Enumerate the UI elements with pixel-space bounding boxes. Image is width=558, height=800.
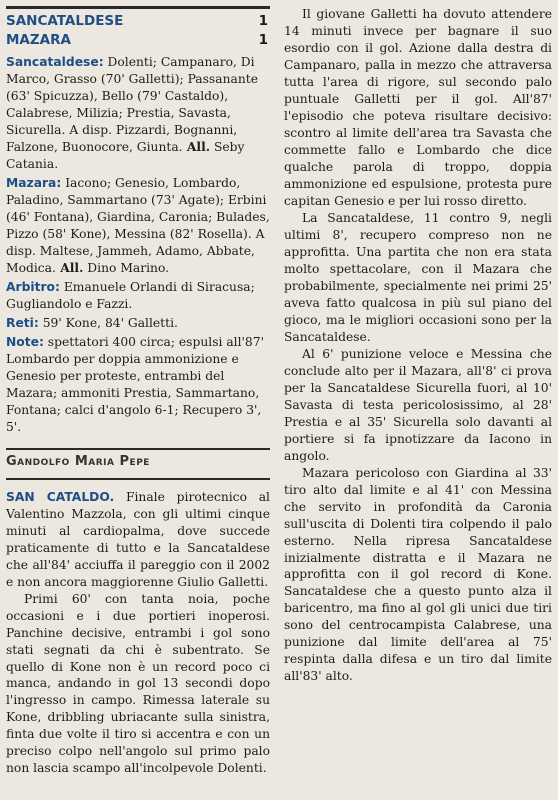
notes-info <box>6 334 270 436</box>
divider <box>6 478 270 480</box>
lineup-text-away: Iacono; Genesio, Lombardo, Paladino, Sammartano (73' Agate); Erbini (46' Fontana), Giardina, Caronia; Bulades, Pizzo (58' Kone), Messina (82' Rosella). A disp. Maltese, Jammeh, Adamo, Abbate, Modica. <box>6 175 270 275</box>
coach-away: Dino Marino. <box>83 260 170 275</box>
article-paragraph-2: Primi 60' con tanta noia, poche occasioni e i due portieri inoperosi. Panchine decisive, entrambi i gol sono stati segnati da chi è subentrato. Se quello di Kone non è un record poco ci manca, andando in gol 13 secondi dopo l'ingresso in campo. Rimessa laterale su Kone, dribbling ubriacante sulla sinistra, finta due volte il tiro si accentra e con un preciso colpo nell'angolo sul primo palo non lascia scampo all'incolpevole Dolenti. <box>6 591 270 776</box>
lineup-mazara <box>6 175 270 277</box>
goals-label: Reti: <box>6 315 39 330</box>
lineup-label-home: Sancataldese: <box>6 55 104 69</box>
article-lead-text: Finale pirotecnico al Valentino Mazzola, con gli ultimi cinque minuti al cardiopalma, dove succede praticamente di tutto e la Sancataldese che all'84' acciuffa il pareggio con il 2002 e non ancora maggiorenne Giulio Galletti. <box>6 489 270 589</box>
article-paragraph-4: La Sancataldese, 11 contro 9, negli ultimi 8', recupero compreso non ne approfitta. Una partita che non era stata molto spettacolare, con il Mazara che probabilmente, specialmente nei primi 25' aveva fatto qualcosa in più sul piano del gioco, ma le migliori occasioni sono per la Sancataldese. <box>284 210 552 344</box>
right-column <box>284 6 552 685</box>
dateline: SAN CATALDO. <box>6 489 115 504</box>
referee-label: Arbitro: <box>6 279 60 294</box>
scoreboard <box>6 6 270 50</box>
team-home: SANCATALDESE <box>6 13 124 29</box>
goals-text: 59' Kone, 84' Galletti. <box>38 315 178 330</box>
goals-info <box>6 315 270 332</box>
byline: Gandolfo Maria Pepe <box>6 448 270 469</box>
notes-label: Note: <box>6 334 44 349</box>
referee-info <box>6 279 270 313</box>
score-row-away <box>6 31 270 50</box>
coach-home: Seby Catania. <box>6 139 245 171</box>
team-away: MAZARA <box>6 32 71 48</box>
notes-text: spettatori 400 circa; espulsi all'87' Lombardo per doppia ammonizione e Genesio per proteste, entrambi del Mazara; ammoniti Prestia, Sammartano, Fontana; calci d'angolo 6-1; Recupero 3', 5'. <box>6 334 264 434</box>
article-paragraph-1 <box>6 489 270 591</box>
lineup-sancataldese <box>6 54 270 173</box>
article-paragraph-5: Al 6' punizione veloce e Messina che conclude alto per il Mazara, all'8' ci prova per la Sancataldese Sicurella fuori, al 10' Savasta di testa pericolosissimo, al 28' Prestia e al 35' Sicurella solo davanti al portiere si fa ipnotizzare da Iacono in angolo. <box>284 346 552 463</box>
left-column <box>6 6 270 777</box>
score-row-home <box>6 12 270 31</box>
score-away: 1 <box>258 32 268 48</box>
coach-label-home: All. <box>182 138 211 154</box>
coach-label-away: All. <box>55 259 84 275</box>
article-paragraph-3: Il giovane Galletti ha dovuto attendere 14 minuti invece per bagnare il suo esordio con il gol. Azione dalla destra di Campanaro, palla in mezzo che attraversa tutta l'area di rigore, sul secondo palo puntuale Galletti per il gol. All'87' l'episodio che poteva risultare decisivo: scontro al limite dell'area tra Savasta che commette fallo e Lombardo che dice qualche parola di troppo, doppia ammonizione ed espulsione, protesta pure capitan Genesio e per lui rosso diretto. <box>284 7 552 208</box>
referee-text: Emanuele Orlandi di Siracusa; Gugliandolo e Fazzi. <box>6 279 255 311</box>
article-paragraph-6: Mazara pericoloso con Giardina al 33' tiro alto dal limite e al 41' con Messina che servito in profondità da Caronia sull'uscita di Dolenti tira colpendo il palo esterno. Nella ripresa Sancataldese inizialmente distratta e il Mazara ne approfitta con il gol record di Kone. Sancataldese che a questo punto alza il baricentro, ma fino al gol gli unici due tiri sono del centrocampista Calabrese, una punizione dal limite dell'area al 75' respinta dalla difesa e un tiro dal limite all'83' alto. <box>284 465 552 684</box>
lineup-label-away: Mazara: <box>6 175 62 190</box>
score-home: 1 <box>258 13 268 29</box>
lineup-text-home: Dolenti; Campanaro, Di Marco, Grasso (70' Galletti); Passanante (63' Spicuzza), Bello (79' Castaldo), Calabrese, Milizia; Prestia, Savasta, Sicurella. A disp. Pizzardi, Bognanni, Falzone, Buonocore, Giunta. <box>6 55 258 154</box>
